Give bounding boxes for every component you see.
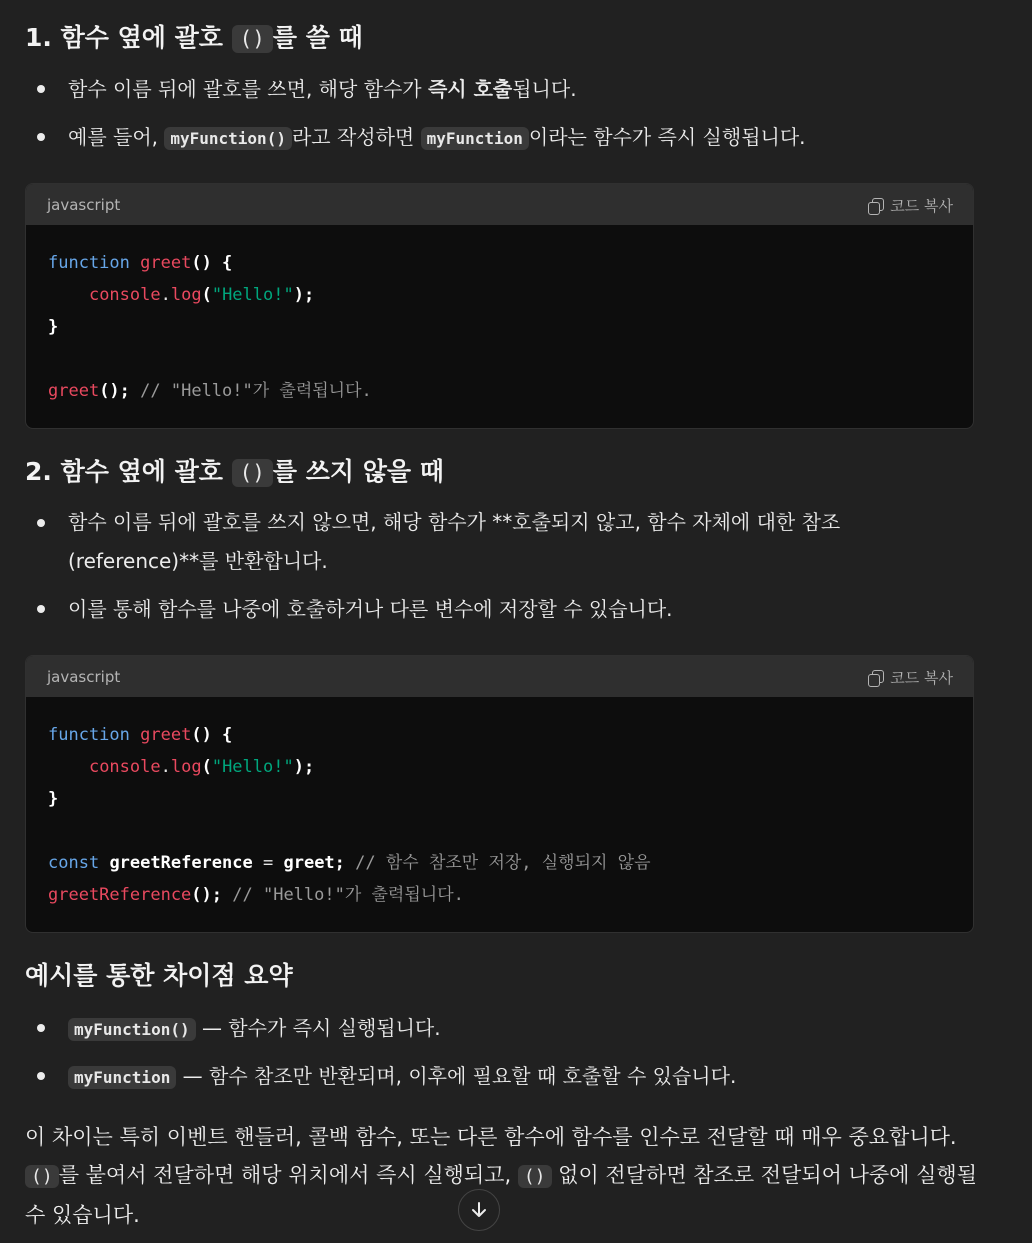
heading-text: 1. 함수 옆에 괄호 xyxy=(25,23,232,52)
bullet xyxy=(37,1024,45,1032)
bullet xyxy=(37,605,45,613)
section3-heading: 예시를 통한 차이점 요약 xyxy=(25,961,293,990)
bullet xyxy=(37,85,45,93)
inline-code: myFunction xyxy=(421,127,529,150)
list-item xyxy=(68,123,806,153)
paragraph-text: 이 차이는 특히 이벤트 핸들러, 콜백 함수, 또는 다른 함수에 함수를 인수로 전달할 때 매우 중요합니다. xyxy=(25,1125,957,1149)
list-item xyxy=(68,75,577,103)
list-item-text: 이라는 함수가 즉시 실행됩니다. xyxy=(528,125,806,149)
paragraph-text: 를 붙여서 전달하면 해당 위치에서 즉시 실행되고, xyxy=(58,1163,518,1187)
section2-heading xyxy=(25,454,444,491)
list-item-text: 라고 작성하면 xyxy=(291,125,421,149)
code-language-label: javascript xyxy=(47,196,121,214)
inline-code: () xyxy=(25,1165,59,1188)
list-item xyxy=(68,595,673,623)
copy-icon xyxy=(867,669,885,687)
summary-paragraph xyxy=(25,1118,985,1234)
inline-code: () xyxy=(232,459,273,487)
paragraph-text: 없이 전달하면 참조로 전달되어 나중에 실행될 수 있습니다. xyxy=(25,1163,977,1227)
copy-code-label: 코드 복사 xyxy=(890,669,953,687)
arrow-down-icon xyxy=(469,1200,489,1220)
code-block-header xyxy=(26,656,973,697)
list-item-text: — 함수가 즉시 실행됩니다. xyxy=(195,1016,441,1040)
code-language-label: javascript xyxy=(47,668,121,686)
code-block xyxy=(25,655,974,933)
bullet xyxy=(37,519,45,527)
copy-code-button[interactable] xyxy=(867,195,953,216)
code-content: function greet() { console.log("Hello!"); } greet(); // "Hello!"가 출력됩니다. xyxy=(48,253,372,401)
list-item-text: 이를 통해 함수를 나중에 호출하거나 다른 변수에 저장할 수 있습니다. xyxy=(68,597,673,621)
code-block-header xyxy=(26,184,973,225)
heading-text: 2. 함수 옆에 괄호 xyxy=(25,457,232,486)
list-item-text: 함수 이름 뒤에 괄호를 쓰지 않으면, 해당 함수가 **호출되지 않고, 함수 자체에 대한 참조 (reference)**를 반환합니다. xyxy=(68,510,841,573)
inline-code: myFunction xyxy=(68,1066,176,1089)
inline-code: () xyxy=(232,25,273,53)
heading-text: 를 쓸 때 xyxy=(272,23,363,52)
list-item xyxy=(68,1014,441,1044)
bold-text: 즉시 호출 xyxy=(427,77,513,101)
list-item-text: 예를 들어, xyxy=(68,125,165,149)
bullet xyxy=(37,133,45,141)
code-content: function greet() { console.log("Hello!"); } const greetReference = greet; // 함수 참조만 저장, 실행되지 않음 greetReference(); // "Hello!"가 출력됩니다. xyxy=(48,725,651,905)
list-item-text: — 함수 참조만 반환되며, 이후에 필요할 때 호출할 수 있습니다. xyxy=(176,1064,737,1088)
bullet xyxy=(37,1072,45,1080)
code-block xyxy=(25,183,974,429)
list-item xyxy=(68,1062,736,1092)
copy-code-button[interactable] xyxy=(867,667,953,688)
inline-code: myFunction() xyxy=(164,127,292,150)
copy-code-label: 코드 복사 xyxy=(890,197,953,215)
copy-icon xyxy=(867,197,885,215)
inline-code: myFunction() xyxy=(68,1018,196,1041)
list-item-text: 됩니다. xyxy=(512,77,577,101)
section1-heading xyxy=(25,20,363,57)
list-item-text: 함수 이름 뒤에 괄호를 쓰면, 해당 함수가 xyxy=(68,77,428,101)
list-item xyxy=(68,503,948,581)
scroll-to-bottom-button[interactable] xyxy=(458,1189,500,1231)
inline-code: () xyxy=(518,1165,552,1188)
heading-text: 를 쓰지 않을 때 xyxy=(272,457,444,486)
